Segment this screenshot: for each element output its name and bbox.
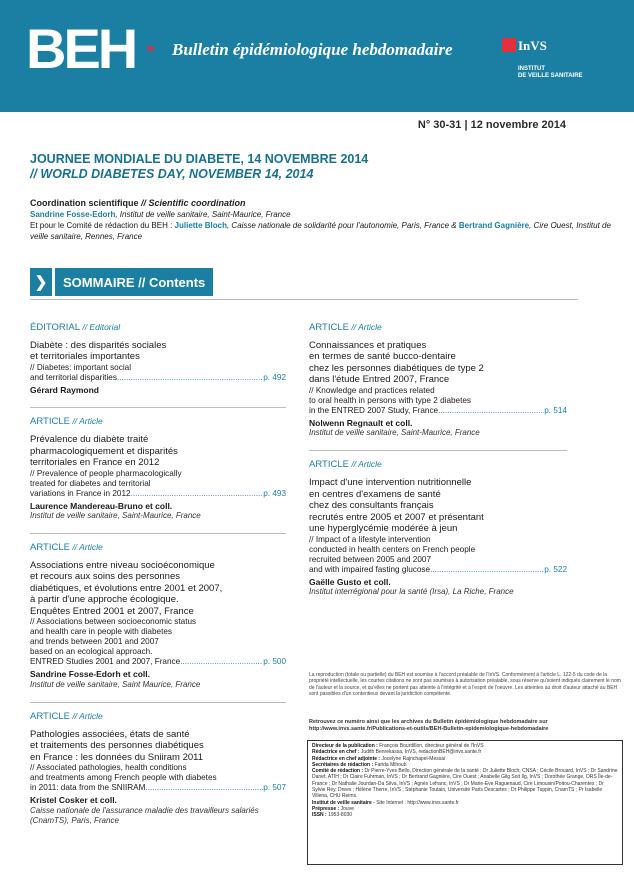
article-title-en-line: and trends between 2001 and 2007 <box>30 637 159 647</box>
article-type: ÉDITORIAL <box>30 322 80 333</box>
article-page-line[interactable] <box>309 406 567 416</box>
toc-article <box>30 711 286 826</box>
article-title-en-line: // Associations between socioeconomic status <box>30 617 197 627</box>
article-author: Laurence Mandereau-Bruno et coll. <box>30 500 173 511</box>
committee-member-2-affiliation: , Cire Ouest, Institut de veille sanitaire, Rennes, France <box>30 221 611 241</box>
contents-column-right <box>309 322 567 609</box>
article-title-en-last-line: in the ENTRED 2007 Study, France <box>309 405 439 415</box>
article-title-fr-line: en termes de santé bucco-dentaire <box>309 351 456 363</box>
article-title-fr-line: et territoriales importantes <box>30 351 140 363</box>
article-title-fr-line: Diabète : des disparités sociales <box>30 339 167 351</box>
article-title-fr-line: Associations entre niveau socioéconomique <box>30 559 215 571</box>
article-title-fr-line: en centres d'examens de santé <box>309 488 441 500</box>
article-title-en-line: to oral health in persons with type 2 diabetes <box>309 395 472 405</box>
article-affiliation: Institut de veille sanitaire, Saint Maurice, France <box>30 679 201 689</box>
page-title-fr: JOURNEE MONDIALE DU DIABETE, 14 NOVEMBRE 2014 <box>30 152 369 166</box>
article-title-en-line: // Impact of a lifestyle intervention <box>309 534 431 544</box>
article-type-label <box>309 459 567 471</box>
article-title-en-line: conducted in health centers on French people <box>309 544 476 554</box>
leader-dots <box>438 406 544 416</box>
credit-key: Directeur de la publication : <box>312 743 378 749</box>
article-title-en-line: based on an ecological approach. <box>30 647 153 657</box>
credit-line <box>312 812 618 818</box>
article-author: Nolwenn Regnault et coll. <box>309 417 413 428</box>
article-title-fr-line: chez les personnes diabétiques de type 2 <box>309 362 484 374</box>
committee-member-1-affiliation: , Caisse nationale de solidarité pour l'autonomie, Paris, France & <box>226 221 459 230</box>
article-author: Sandrine Fosse-Edorh et coll. <box>30 669 150 680</box>
credit-value: 1953-8030 <box>326 812 353 819</box>
coordination-line-2 <box>30 220 620 242</box>
article-page-line[interactable] <box>30 489 286 499</box>
article-title-fr-line: Connaissances et pratiques <box>309 339 427 351</box>
leader-dots <box>131 489 264 499</box>
article-author: Gérard Raymond <box>30 384 99 395</box>
article-title-fr-line: pharmacologiquement et disparités <box>30 445 178 457</box>
coordination-heading <box>30 197 620 209</box>
sommaire-header <box>30 268 213 296</box>
article-type: ARTICLE <box>30 710 70 722</box>
article-affiliation: Caisse nationale de l'assurance maladie des travailleurs salariés (CnamTS), Paris, France <box>30 805 259 825</box>
article-title-en-line: // Associated pathologies, health conditions <box>30 763 187 773</box>
article-title-fr-line: à partir d'une approche écologique. <box>30 594 179 606</box>
page-reference[interactable]: p. 493 <box>263 488 286 498</box>
article-title-en-last-line: variations in France in 2012 <box>30 488 131 498</box>
article-page-line[interactable] <box>30 373 286 383</box>
committee-member-1: Juliette Bloch <box>174 221 227 230</box>
article-title-fr-line: recrutés entre 2005 et 2007 et présentant <box>309 511 484 523</box>
article-type-label <box>30 416 286 428</box>
article-type-en: // Article <box>69 416 103 427</box>
coordination-block <box>30 197 620 242</box>
leader-dots <box>145 783 263 793</box>
divider <box>30 702 286 703</box>
credits-box <box>307 740 623 865</box>
article-type: ARTICLE <box>309 322 349 333</box>
article-type-label <box>30 711 286 723</box>
toc-article <box>309 322 567 438</box>
committee-member-2: Bertrand Gagnière <box>458 221 530 230</box>
leader-dots <box>117 373 263 383</box>
article-type-label <box>30 322 286 334</box>
article-author: Kristel Cosker et coll. <box>30 795 117 806</box>
leader-dots <box>430 565 544 575</box>
credit-value: François Bourdillon, directeur général de l'InVS <box>377 743 484 749</box>
page-title-en: // WORLD DIABETES DAY, NOVEMBER 14, 2014 <box>30 167 314 181</box>
invs-name-line1: INSTITUT <box>518 66 545 72</box>
article-type-label <box>309 322 567 334</box>
article-type: ARTICLE <box>30 542 70 554</box>
credit-key: ISSN : <box>312 812 327 819</box>
credit-value: Farida Mihoub <box>373 761 407 768</box>
chevron-right-icon: ❯ <box>30 268 52 296</box>
article-title-en-line: // Diabetes: important social <box>30 362 132 372</box>
article-title-fr-line: en France : les données du Sniiram 2011 <box>30 751 204 763</box>
toc-article <box>30 322 286 395</box>
toc-article <box>30 416 286 521</box>
coordinator-affiliation: , Institut de veille sanitaire, Saint-Maurice, France <box>115 210 291 219</box>
article-author: Gaëlle Gusto et coll. <box>309 576 391 587</box>
article-page-line[interactable] <box>30 657 286 667</box>
page-reference[interactable]: p. 500 <box>263 657 286 667</box>
reproduction-notice: La reproduction (totale ou partielle) du BEH est soumise à l'accord préalable de l'InVS. Conformément à l'article L. 122-5 du code de la propriété intellectuelle, les courtes citations ne sont pas soumises à autorisation préalable, sous réserve qu'soient indiqués clairement le nom de l'auteur et la source, et qu'elles ne portent pas atteinte à l'intégrité et à l'esprit de l'oeuvre. Les atteintes au droit d'auteur attaché au BEH sont passibles d'un contentieux devant la juridiction compétente. <box>309 672 621 698</box>
toc-article <box>30 542 286 690</box>
beh-logo-text: BEH <box>26 22 136 72</box>
credit-key: Comité de rédaction : <box>312 768 364 775</box>
article-type-en: // Article <box>69 542 103 553</box>
bulletin-title: Bulletin épidémiologique hebdomadaire <box>172 40 453 59</box>
toc-article <box>309 459 567 597</box>
coordination-line-1 <box>30 209 620 220</box>
article-title-fr-line: dans l'étude Entred 2007, France <box>309 374 450 386</box>
divider <box>309 450 567 451</box>
article-type-en: // Editorial <box>79 322 121 332</box>
credit-value: Judith Benrekassa, InVS, redactionBEH@invs.sante.fr <box>359 749 482 756</box>
credit-key: Prépresse : <box>312 805 340 812</box>
article-title-fr-line: diabétiques, et évolutions entre 2001 et 2007, <box>30 582 223 594</box>
credit-key: Secrétaires de rédaction : <box>312 761 374 768</box>
article-affiliation: Institut de veille sanitaire, Saint-Maurice, France <box>30 511 201 521</box>
beh-arrows-icon: ››› <box>146 40 153 55</box>
invs-name <box>518 66 583 80</box>
page-reference[interactable]: p. 522 <box>544 564 567 574</box>
page-reference[interactable]: p. 507 <box>263 783 286 793</box>
article-type-en: // Article <box>348 459 382 470</box>
article-page-line[interactable] <box>309 565 567 575</box>
sommaire-label: SOMMAIRE // Contents <box>55 268 213 296</box>
article-title-en-line: treated for diabetes and territorial <box>30 478 151 488</box>
invs-logo-square-icon <box>502 38 516 52</box>
divider <box>30 533 286 534</box>
credit-line <box>312 768 618 799</box>
contents-column-left <box>30 322 286 838</box>
article-title-en-last-line: and territorial disparities <box>30 372 117 382</box>
article-affiliation: Institut de veille sanitaire, Saint-Maurice, France <box>309 428 480 438</box>
divider <box>30 299 578 300</box>
article-title-fr-line: une hyperglycémie modérée à jeun <box>309 523 458 535</box>
credit-value: Jocelyne Rajnchapel-Messaï <box>380 755 446 762</box>
article-title-fr-line: Pathologies associées, états de santé <box>30 728 190 740</box>
committee-prefix: Et pour le Comité de rédaction du BEH : <box>30 221 175 230</box>
article-title-en-last-line: and with impaired fasting glucose <box>309 564 431 574</box>
article-title-fr-line: Prévalence du diabète traité <box>30 434 149 446</box>
article-affiliation: Institut interrégional pour la santé (Irsa), La Riche, France <box>309 587 514 597</box>
credit-value: Jouve <box>339 805 354 812</box>
article-type: ARTICLE <box>30 416 70 428</box>
coordination-heading-fr: Coordination scientifique <box>30 198 139 208</box>
credit-key: Institut de veille sanitaire <box>312 799 372 806</box>
beh-logo <box>26 22 162 72</box>
article-title-fr-line: Enquêtes Entred 2001 et 2007, France <box>30 605 194 617</box>
header-banner <box>0 0 634 112</box>
leader-dots <box>180 657 263 667</box>
article-title-en-line: and treatments among French people with diabetes <box>30 773 217 783</box>
credit-key: Rédactrice en chef adjointe : <box>312 755 381 762</box>
credit-key: Rédactrice en chef : <box>312 749 360 756</box>
page-reference[interactable]: p. 514 <box>544 405 567 415</box>
article-title-fr-line: et traitements des personnes diabétiques <box>30 740 204 752</box>
article-title-fr-line: et recours aux soins des personnes <box>30 571 180 583</box>
article-title-en-line: // Prevalence of people pharmacologically <box>30 468 182 478</box>
article-title-fr-line: territoriales en France en 2012 <box>30 457 160 469</box>
article-title-en-last-line: in 2011: data from the SNIIRAM <box>30 783 146 793</box>
article-title-en-line: recruited between 2005 and 2007 <box>309 554 431 564</box>
issue-number: N° 30-31 | 12 novembre 2014 <box>417 119 566 131</box>
invs-logo-text: InVS <box>518 38 547 53</box>
coordination-heading-en: // Scientific coordination <box>138 198 246 208</box>
article-title-en-line: and health care in people with diabetes <box>30 627 173 637</box>
archive-link[interactable]: Retrouvez ce numéro ainsi que les archives du Bulletin épidémiologique hebdomadaire sur http://www.invs.sante.fr/Publications-et-outils/BEH-Bulletin-epidemiologique-hebdomadaire <box>309 719 549 732</box>
article-title-en-last-line: ENTRED Studies 2001 and 2007, France <box>30 657 181 667</box>
invs-name-line2: DE VEILLE SANITAIRE <box>518 73 583 79</box>
credit-value: - Site Internet : http://www.invs.sante.fr <box>371 799 459 806</box>
article-type-label <box>30 542 286 554</box>
article-title-fr-line: chez des consultants français <box>309 500 434 512</box>
article-page-line[interactable] <box>30 783 286 793</box>
divider <box>30 407 286 408</box>
article-title-fr-line: Impact d'une intervention nutritionnelle <box>309 477 472 489</box>
page-reference[interactable]: p. 492 <box>263 372 286 382</box>
article-type: ARTICLE <box>309 459 349 471</box>
article-title-en-line: // Knowledge and practices related <box>309 385 435 395</box>
credit-value: Dr Pierre-Yves Bello, Direction générale de la santé ; Dr Juliette Bloch, CNSA ; Cécile Brouard, InVS ; Dr Sandrine Danet, ATIH ; Dr Claire Fuhrman, InVS ; Dr Bertrand Gagnière, Cire Ouest ; Anabelle Gilg Soit Ilg, InVS ; Dorothée Grange, ORS Île-de-France ; Dr Nathalie Jourdan-Da Silva, InVS ; Agnès Lefranc, InVS ; Dr Marie-Eve Raguenaud, Cire Limousin/Poitou-Charentes ; Dr Sylvie Rey, Drees ; Hélène Therre, InVS ; Stéphanie Toutain, Université Paris Descartes ; Dr Philippe Tuppin, CnamTS ; Pr Isabelle Villena, CHU Reims. <box>312 768 618 800</box>
article-type-en: // Article <box>348 322 382 332</box>
article-type-en: // Article <box>69 710 103 721</box>
coordinator-name: Sandrine Fosse-Edorh <box>30 210 116 219</box>
